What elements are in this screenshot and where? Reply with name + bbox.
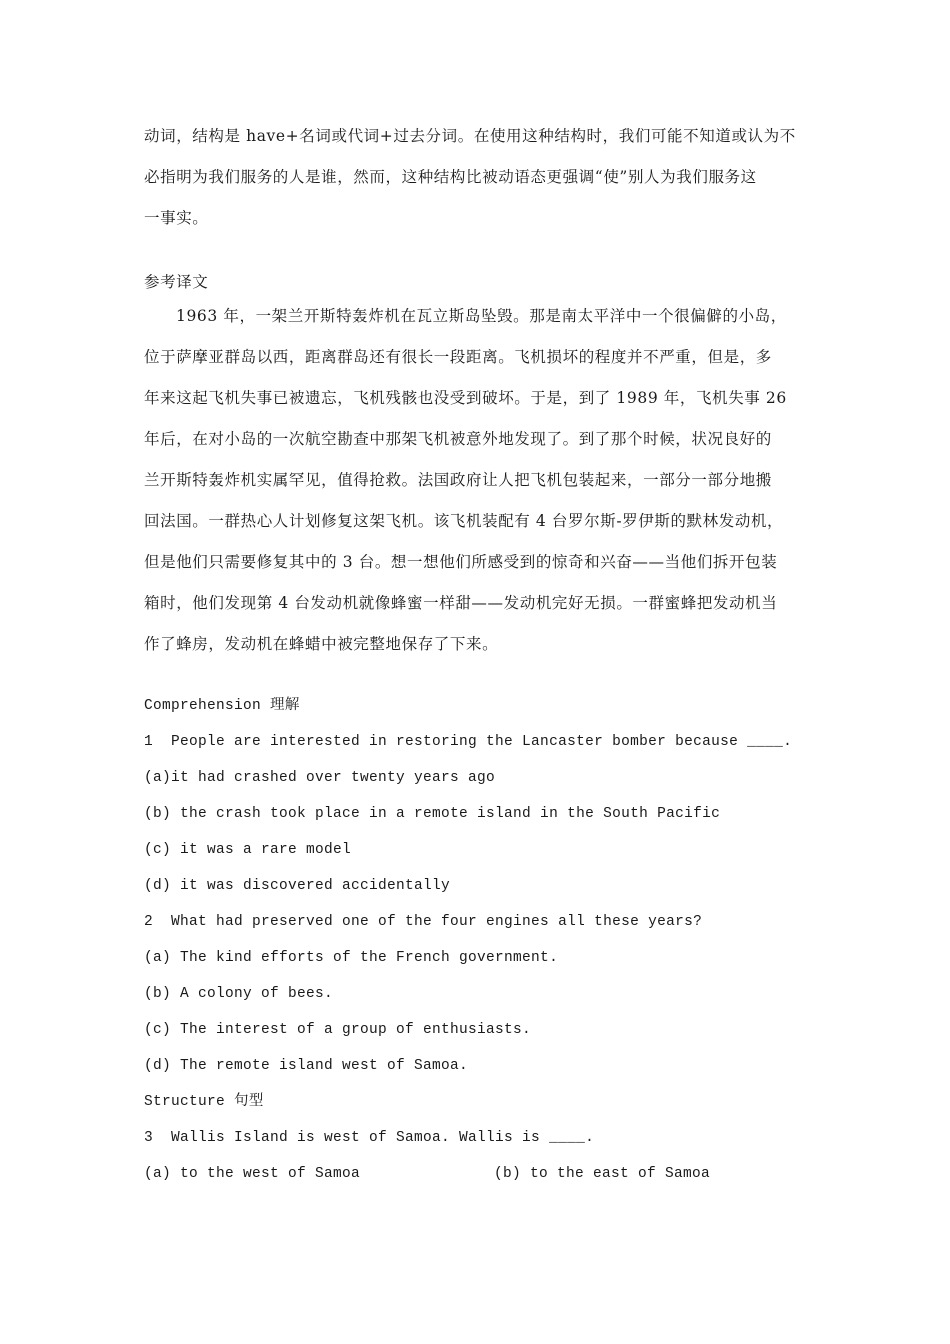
translation-line: 1963 年，一架兰开斯特轰炸机在瓦立斯岛坠毁。那是南太平洋中一个很偏僻的小岛， [176,307,787,325]
question-1-option-d: (d) it was discovered accidentally [144,878,451,894]
intro-line: 一事实。 [144,209,209,227]
question-2: 2 What had preserved one of the four engines all these years? [144,914,703,930]
exercise-section [144,688,812,1192]
question-1-option-a: (a)it had crashed over twenty years ago [144,770,496,786]
question-2-option-d: (d) The remote island west of Samoa. [144,1058,469,1074]
question-2-option-c: (c) The interest of a group of enthusiasts. [144,1022,532,1038]
translation-line: 年来这起飞机失事已被遗忘，飞机残骸也没受到破坏。于是，到了 1989 年，飞机失事 26 [144,389,787,407]
question-3: 3 Wallis Island is west of Samoa. Wallis is ____. [144,1130,595,1146]
question-2-option-b: (b) A colony of bees. [144,986,334,1002]
intro-line: 动词，结构是 have+名词或代词+过去分词。在使用这种结构时，我们可能不知道或认为不 [144,127,796,145]
question-1: 1 People are interested in restoring the Lancaster bomber because ____. [144,734,793,750]
translation-paragraph [144,296,812,665]
question-3-option-a: (a) to the west of Samoa [144,1166,361,1182]
translation-line: 箱时，他们发现第 4 台发动机就像蜂蜜一样甜——发动机完好无损。一群蜜蜂把发动机当 [144,594,778,612]
question-3-options [144,1156,812,1192]
question-1-option-c: (c) it was a rare model [144,842,352,858]
translation-line: 位于萨摩亚群岛以西，距离群岛还有很长一段距离。飞机损坏的程度并不严重，但是，多 [144,348,772,366]
translation-line: 作了蜂房，发动机在蜂蜡中被完整地保存了下来。 [144,635,499,653]
translation-line: 但是他们只需要修复其中的 3 台。想一想他们所感受到的惊奇和兴奋——当他们拆开包装 [144,553,778,571]
intro-line: 必指明为我们服务的人是谁，然而，这种结构比被动语态更强调“使”别人为我们服务这 [144,168,757,186]
comprehension-heading: Comprehension 理解 [144,698,300,714]
question-1-option-b: (b) the crash took place in a remote island in the South Pacific [144,806,721,822]
structure-heading: Structure 句型 [144,1094,264,1110]
intro-paragraph [144,116,812,239]
translation-line: 兰开斯特轰炸机实属罕见，值得抢救。法国政府让人把飞机包装起来，一部分一部分地搬 [144,471,772,489]
translation-heading: 参考译文 [144,273,209,291]
translation-line: 年后，在对小岛的一次航空勘查中那架飞机被意外地发现了。到了那个时候，状况良好的 [144,430,772,448]
translation-line: 回法国。一群热心人计划修复这架飞机。该飞机装配有 4 台罗尔斯-罗伊斯的默林发动机， [144,512,784,530]
question-3-option-b: (b) to the east of Samoa [494,1166,711,1182]
question-2-option-a: (a) The kind efforts of the French government. [144,950,559,966]
